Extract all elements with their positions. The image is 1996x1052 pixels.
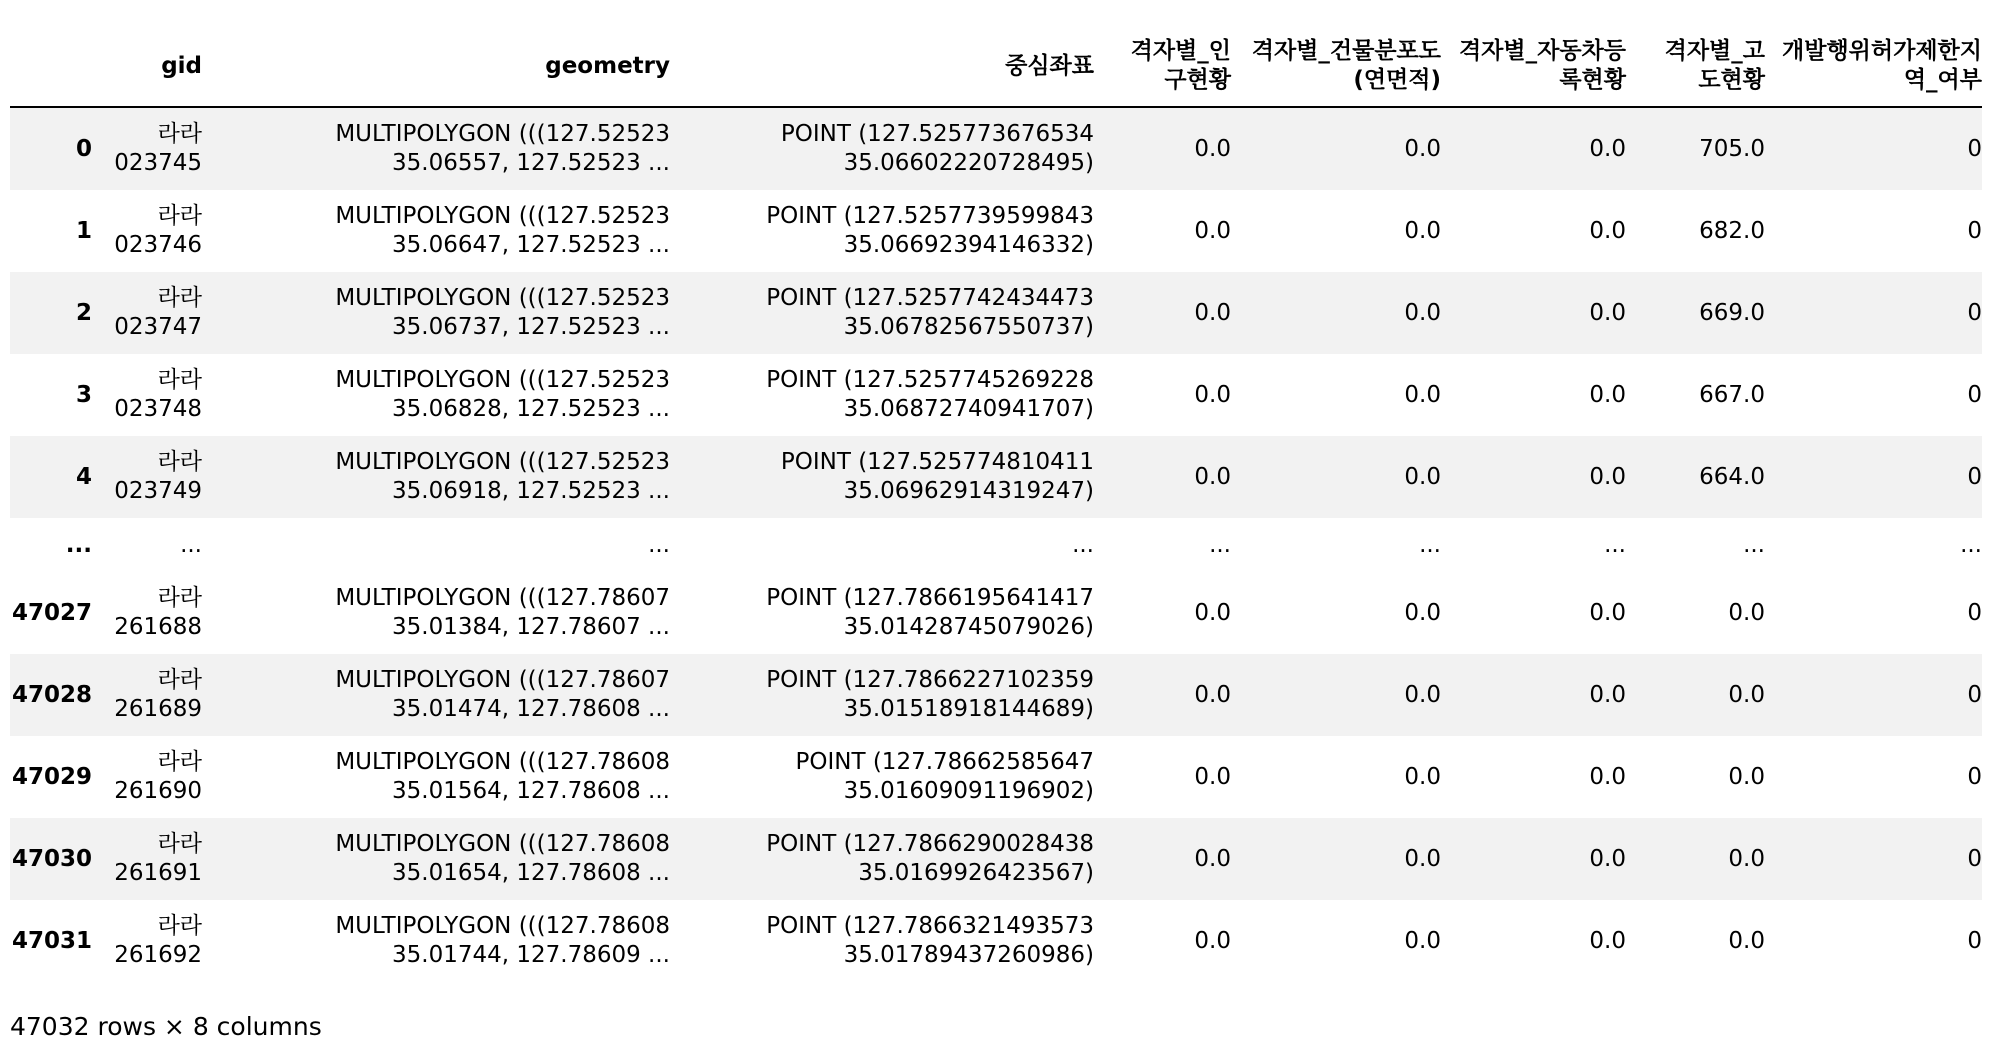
cell-line: 35.01744, 127.78609 ... — [392, 942, 670, 968]
cell-line: POINT (127.78662585647 — [795, 749, 1094, 775]
cell-line: 261688 — [114, 614, 202, 640]
cell-center — [670, 107, 1094, 190]
cell-center — [670, 518, 1094, 572]
cell-gid — [92, 900, 202, 982]
cell-geometry — [202, 107, 670, 190]
cell-gid — [92, 272, 202, 354]
cell-car: ... — [1604, 532, 1626, 558]
cell-line: ... — [180, 532, 202, 558]
cell-line: 35.01518918144689) — [843, 696, 1094, 722]
cell-line: POINT (127.525773676534 — [780, 121, 1094, 147]
cell-pop: 0.0 — [1194, 599, 1231, 626]
cell-line: MULTIPOLYGON (((127.52523 — [335, 203, 670, 229]
cell-line: 35.01564, 127.78608 ... — [392, 778, 670, 804]
column-header-line: 도현황 — [1698, 67, 1765, 93]
cell-line: 261690 — [114, 778, 202, 804]
cell-car: 0.0 — [1589, 927, 1626, 954]
cell-line: 35.06602220728495) — [843, 150, 1094, 176]
cell-line: POINT (127.7866321493573 — [766, 913, 1094, 939]
cell-center — [670, 736, 1094, 818]
cell-gid — [92, 654, 202, 736]
table-row — [10, 818, 1982, 900]
cell-line: POINT (127.7866195641417 — [766, 585, 1094, 611]
cell-bld: 0.0 — [1404, 299, 1441, 326]
cell-line: MULTIPOLYGON (((127.52523 — [335, 121, 670, 147]
row-index: 3 — [75, 381, 92, 408]
cell-bld: 0.0 — [1404, 381, 1441, 408]
column-header-pop — [1094, 26, 1231, 107]
cell-geometry — [202, 736, 670, 818]
cell-bld: 0.0 — [1404, 217, 1441, 244]
column-header-line: 격자별_인 — [1130, 38, 1231, 64]
column-header-line: 격자별_고 — [1664, 38, 1765, 64]
cell-dev: 0 — [1967, 927, 1982, 954]
column-header-line: (연면적) — [1353, 67, 1441, 93]
cell-gid — [92, 572, 202, 654]
dataframe-table — [10, 26, 1982, 982]
column-header-geometry — [202, 26, 670, 107]
cell-line: ... — [648, 532, 670, 558]
cell-bld: 0.0 — [1404, 763, 1441, 790]
cell-car: 0.0 — [1589, 135, 1626, 162]
cell-car: 0.0 — [1589, 299, 1626, 326]
cell-line: MULTIPOLYGON (((127.52523 — [335, 285, 670, 311]
table-header — [10, 26, 1982, 107]
cell-line: POINT (127.5257745269228 — [766, 367, 1094, 393]
table-row — [10, 654, 1982, 736]
cell-line: POINT (127.5257739599843 — [766, 203, 1094, 229]
column-header-line: geometry — [545, 52, 670, 79]
cell-line: POINT (127.7866290028438 — [766, 831, 1094, 857]
cell-pop: 0.0 — [1194, 763, 1231, 790]
cell-line: 35.06647, 127.52523 ... — [392, 232, 670, 258]
row-index: 2 — [75, 299, 92, 326]
cell-line: 35.01654, 127.78608 ... — [392, 860, 670, 886]
column-header-line: 역_여부 — [1903, 67, 1982, 93]
table-row — [10, 354, 1982, 436]
cell-dev: 0 — [1967, 381, 1982, 408]
cell-line: ... — [1072, 532, 1094, 558]
cell-line: 35.0169926423567) — [858, 860, 1094, 886]
cell-car: 0.0 — [1589, 217, 1626, 244]
cell-alt: 705.0 — [1699, 135, 1765, 162]
column-header-dev — [1765, 26, 1982, 107]
column-header-line: 구현황 — [1164, 67, 1231, 93]
table-row — [10, 572, 1982, 654]
cell-alt: 669.0 — [1699, 299, 1765, 326]
cell-geometry — [202, 818, 670, 900]
cell-line: 라라 — [157, 367, 202, 393]
cell-line: 라라 — [157, 749, 202, 775]
cell-dev: 0 — [1967, 463, 1982, 490]
cell-dev: 0 — [1967, 845, 1982, 872]
cell-center — [670, 818, 1094, 900]
table-row — [10, 900, 1982, 982]
column-header-line: 개발행위허가제한지 — [1782, 38, 1982, 64]
cell-line: 35.06557, 127.52523 ... — [392, 150, 670, 176]
cell-bld: 0.0 — [1404, 463, 1441, 490]
cell-bld: ... — [1419, 532, 1441, 558]
cell-geometry — [202, 518, 670, 572]
cell-car: 0.0 — [1589, 763, 1626, 790]
cell-gid — [92, 354, 202, 436]
cell-line: POINT (127.5257742434473 — [766, 285, 1094, 311]
cell-geometry — [202, 572, 670, 654]
cell-bld: 0.0 — [1404, 135, 1441, 162]
cell-car: 0.0 — [1589, 463, 1626, 490]
cell-pop: 0.0 — [1194, 845, 1231, 872]
cell-pop: 0.0 — [1194, 217, 1231, 244]
column-header-line: gid — [161, 52, 202, 79]
cell-alt: 0.0 — [1728, 845, 1765, 872]
cell-geometry — [202, 654, 670, 736]
cell-line: 35.06782567550737) — [843, 314, 1094, 340]
cell-line: 023745 — [114, 150, 202, 176]
cell-alt: 667.0 — [1699, 381, 1765, 408]
cell-alt: 682.0 — [1699, 217, 1765, 244]
cell-bld: 0.0 — [1404, 927, 1441, 954]
cell-alt: 0.0 — [1728, 681, 1765, 708]
cell-car: 0.0 — [1589, 845, 1626, 872]
cell-alt: 0.0 — [1728, 599, 1765, 626]
cell-line: 35.01474, 127.78608 ... — [392, 696, 670, 722]
column-header-alt — [1626, 26, 1765, 107]
cell-line: 023747 — [114, 314, 202, 340]
cell-line: 35.06692394146332) — [843, 232, 1094, 258]
column-header-center — [670, 26, 1094, 107]
cell-gid — [92, 107, 202, 190]
cell-line: 35.06872740941707) — [843, 396, 1094, 422]
cell-line: 023749 — [114, 478, 202, 504]
cell-line: MULTIPOLYGON (((127.78608 — [335, 831, 670, 857]
column-header-gid — [92, 26, 202, 107]
table-row — [10, 736, 1982, 818]
cell-pop: 0.0 — [1194, 299, 1231, 326]
cell-dev: 0 — [1967, 299, 1982, 326]
cell-dev: 0 — [1967, 217, 1982, 244]
cell-center — [670, 572, 1094, 654]
table-row — [10, 107, 1982, 190]
table-shape-caption: 47032 rows × 8 columns — [10, 1012, 322, 1041]
cell-line: MULTIPOLYGON (((127.52523 — [335, 449, 670, 475]
cell-alt: 0.0 — [1728, 927, 1765, 954]
table-row — [10, 272, 1982, 354]
header-row — [10, 26, 1982, 107]
cell-line: 35.06918, 127.52523 ... — [392, 478, 670, 504]
column-header-line: 격자별_자동차등 — [1458, 38, 1626, 64]
row-index: 47029 — [11, 763, 92, 790]
cell-line: 라라 — [157, 667, 202, 693]
cell-geometry — [202, 900, 670, 982]
cell-pop: 0.0 — [1194, 381, 1231, 408]
cell-geometry — [202, 272, 670, 354]
cell-gid — [92, 436, 202, 518]
cell-geometry — [202, 436, 670, 518]
cell-car: 0.0 — [1589, 681, 1626, 708]
cell-line: 라라 — [157, 121, 202, 147]
cell-line: 라라 — [157, 913, 202, 939]
cell-alt: 0.0 — [1728, 763, 1765, 790]
cell-line: 라라 — [157, 585, 202, 611]
table-row — [10, 436, 1982, 518]
cell-line: 35.01428745079026) — [843, 614, 1094, 640]
column-header-line: 격자별_건물분포도 — [1251, 38, 1441, 64]
row-index: 47031 — [11, 927, 92, 954]
row-index: 1 — [75, 217, 92, 244]
row-index: 47028 — [11, 681, 92, 708]
row-index: 47027 — [11, 599, 92, 626]
cell-line: 261691 — [114, 860, 202, 886]
cell-line: 261692 — [114, 942, 202, 968]
cell-car: 0.0 — [1589, 599, 1626, 626]
cell-dev: ... — [1960, 532, 1982, 558]
cell-line: MULTIPOLYGON (((127.78608 — [335, 749, 670, 775]
cell-dev: 0 — [1967, 599, 1982, 626]
cell-pop: 0.0 — [1194, 927, 1231, 954]
cell-line: 261689 — [114, 696, 202, 722]
cell-gid — [92, 818, 202, 900]
cell-line: 35.01384, 127.78607 ... — [392, 614, 670, 640]
row-index: ... — [65, 532, 92, 558]
cell-line: 35.01789437260986) — [843, 942, 1094, 968]
cell-pop: 0.0 — [1194, 135, 1231, 162]
column-header-car — [1441, 26, 1626, 107]
cell-gid — [92, 518, 202, 572]
cell-geometry — [202, 190, 670, 272]
column-header-line: 록현황 — [1559, 67, 1626, 93]
cell-line: 라라 — [157, 831, 202, 857]
cell-line: 라라 — [157, 203, 202, 229]
cell-gid — [92, 190, 202, 272]
cell-center — [670, 436, 1094, 518]
ellipsis-row — [10, 518, 1982, 572]
cell-line: 35.06737, 127.52523 ... — [392, 314, 670, 340]
cell-line: POINT (127.7866227102359 — [766, 667, 1094, 693]
cell-line: 023746 — [114, 232, 202, 258]
cell-line: MULTIPOLYGON (((127.78607 — [335, 585, 670, 611]
table-body — [10, 107, 1982, 982]
row-index: 4 — [75, 463, 92, 490]
table-row — [10, 190, 1982, 272]
cell-center — [670, 272, 1094, 354]
cell-bld: 0.0 — [1404, 845, 1441, 872]
cell-geometry — [202, 354, 670, 436]
cell-center — [670, 654, 1094, 736]
index-header — [10, 26, 92, 107]
cell-center — [670, 354, 1094, 436]
cell-dev: 0 — [1967, 681, 1982, 708]
row-index: 0 — [75, 135, 92, 162]
cell-alt: ... — [1743, 532, 1765, 558]
cell-line: POINT (127.525774810411 — [780, 449, 1094, 475]
cell-line: MULTIPOLYGON (((127.52523 — [335, 367, 670, 393]
cell-pop: 0.0 — [1194, 681, 1231, 708]
cell-line: 35.01609091196902) — [843, 778, 1094, 804]
row-index: 47030 — [11, 845, 92, 872]
cell-line: 35.06828, 127.52523 ... — [392, 396, 670, 422]
cell-bld: 0.0 — [1404, 681, 1441, 708]
cell-line: 라라 — [157, 285, 202, 311]
cell-car: 0.0 — [1589, 381, 1626, 408]
cell-line: 023748 — [114, 396, 202, 422]
cell-gid — [92, 736, 202, 818]
column-header-bld — [1231, 26, 1441, 107]
cell-line: 35.06962914319247) — [843, 478, 1094, 504]
cell-alt: 664.0 — [1699, 463, 1765, 490]
cell-dev: 0 — [1967, 763, 1982, 790]
cell-line: 라라 — [157, 449, 202, 475]
cell-pop: ... — [1209, 532, 1231, 558]
column-header-line: 중심좌표 — [1005, 52, 1094, 79]
cell-center — [670, 900, 1094, 982]
cell-center — [670, 190, 1094, 272]
dataframe-output — [10, 26, 1982, 982]
cell-pop: 0.0 — [1194, 463, 1231, 490]
cell-dev: 0 — [1967, 135, 1982, 162]
cell-line: MULTIPOLYGON (((127.78608 — [335, 913, 670, 939]
cell-bld: 0.0 — [1404, 599, 1441, 626]
cell-line: MULTIPOLYGON (((127.78607 — [335, 667, 670, 693]
